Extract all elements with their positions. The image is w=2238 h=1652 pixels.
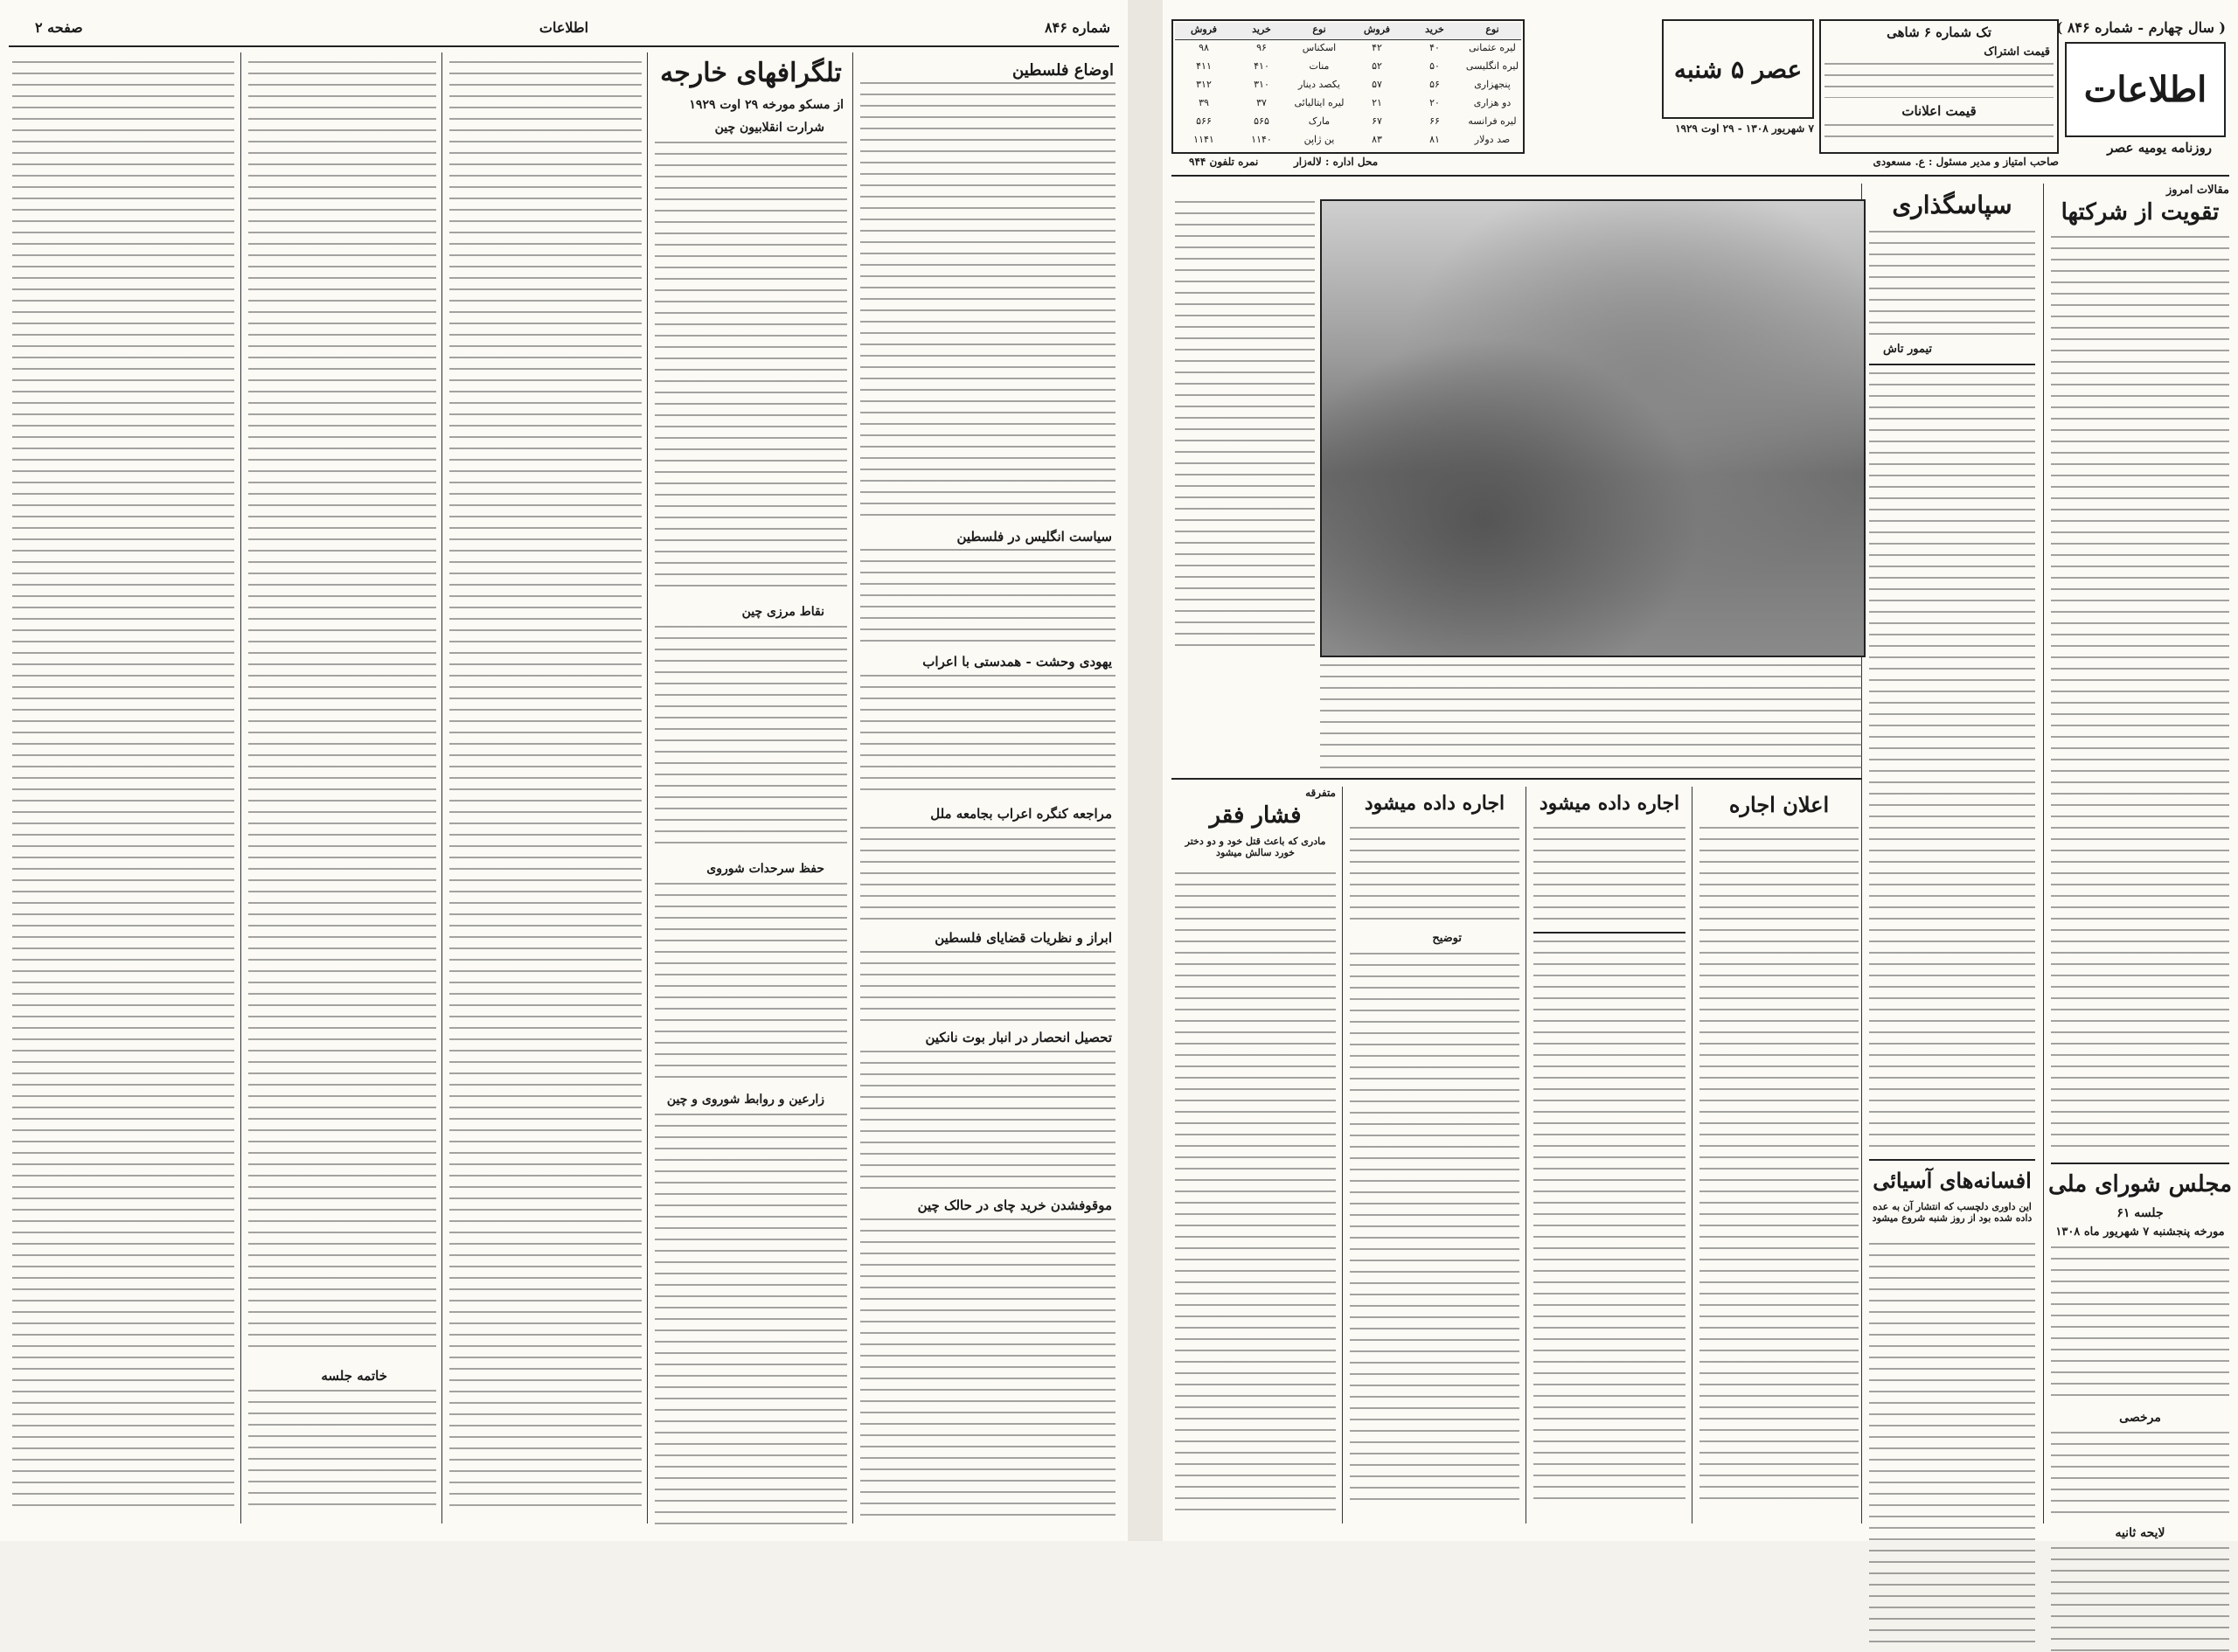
exchange-cell-4-1: ۶۶: [1429, 115, 1440, 127]
exchange-cell-5-5: ۱۱۴۱: [1193, 134, 1214, 145]
exchange-cell-3-4: ۳۷: [1256, 97, 1267, 108]
exchange-cell-2-4: ۳۱۰: [1254, 79, 1269, 90]
exchange-cell-2-2: ۵۷: [1372, 79, 1382, 90]
palestine-sub5: تحصیل انحصار در انبار بوت نانکین: [925, 1030, 1112, 1045]
column-notice: [1696, 787, 1862, 1524]
exchange-cell-3-3: لیره ایتالیائی: [1294, 97, 1345, 108]
palestine-sub3: مراجعه کنگره اعراب بجامعه ملل: [930, 806, 1112, 822]
exchange-cell-2-3: یکصد دینار: [1298, 79, 1340, 90]
exchange-cell-2-5: ۳۱۲: [1196, 79, 1212, 90]
exchange-cell-3-5: ۳۹: [1199, 97, 1209, 108]
paper-name: اطلاعات: [2083, 69, 2207, 110]
telegrams-sub4: زارعین و روابط شوروی و چین: [666, 1093, 824, 1107]
front-photo: [1320, 199, 1866, 657]
exchange-cell-0-3: اسکناس: [1302, 42, 1337, 53]
column-rent-2: [1346, 787, 1523, 1524]
day-box: [1662, 19, 1814, 119]
owner-line: صاحب امتیاز و مدیر مسئول : ع. مسعودی: [1873, 156, 2059, 168]
column-telegrams: [651, 52, 851, 1524]
telegrams-sub2: نقاط مرزی چین: [741, 605, 824, 619]
salute-title: سپاسگذاری: [1892, 191, 2012, 219]
column-editorial: [2047, 184, 2233, 1540]
exchange-table-grid: [1175, 23, 1521, 150]
exchange-cell-4-5: ۵۶۶: [1196, 115, 1212, 127]
session-close: خاتمه جلسه: [321, 1368, 387, 1384]
column-salute: [1866, 184, 2039, 1524]
telegrams-sub3: حفظ سرحدات شوروی: [706, 862, 824, 876]
exchange-cell-3-1: ۲۰: [1429, 97, 1440, 108]
exchange-cell-0-2: ۴۲: [1372, 42, 1382, 53]
exchange-cell-5-0: صد دولار: [1474, 134, 1511, 145]
column-rent: [1530, 787, 1689, 1524]
subscription-title: قیمت اشتراک: [1984, 45, 2050, 59]
poverty-title: فشار فقر: [1209, 802, 1302, 829]
asian-sub: این داوری دلچسب که انتشار آن به عده داده شده بود از روز شنبه شروع میشود: [1872, 1201, 2033, 1224]
column-law-3: [9, 52, 238, 1524]
phone-line: نمره تلفون ۹۴۴: [1189, 156, 1259, 168]
exchange-cell-1-4: ۴۱۰: [1254, 60, 1269, 72]
front-page: [1163, 0, 2238, 1541]
exchange-cell-2-0: پنجهزاری: [1474, 79, 1511, 90]
page-gutter: [1128, 0, 1163, 1541]
telegrams-title: تلگرافهای خارجه: [660, 58, 842, 88]
exchange-header-0: نوع: [1463, 23, 1521, 40]
exchange-cell-0-5: ۹۸: [1199, 42, 1209, 53]
poverty-sub: مادری که باعث قتل خود و دو دختر خورد سالش میشود: [1185, 836, 1326, 858]
asian-title: افسانه‌های آسیائی: [1873, 1168, 2032, 1193]
exchange-cell-2-1: ۵۶: [1429, 79, 1440, 90]
exchange-cell-1-0: لیره انگلیسی: [1465, 60, 1519, 72]
exchange-cell-0-0: لیره عثمانی: [1469, 42, 1516, 53]
majlis-sub: مرخصی: [2119, 1411, 2161, 1425]
exchange-cell-3-2: ۲۱: [1372, 97, 1382, 108]
telegrams-sub1: شرارت انقلابیون چین: [714, 121, 824, 135]
palestine-sub6: موقوفشدن خرید چای در حالک چین: [917, 1197, 1112, 1213]
palestine-sub1: سیاست انگلیس در فلسطین: [956, 529, 1112, 545]
page-two: [0, 0, 1129, 1541]
exchange-cell-1-1: ۵۰: [1429, 60, 1440, 72]
majlis-session: جلسه ۶۱: [2116, 1206, 2164, 1220]
palestine-sub4: ابراز و نظریات قضایای فلسطین: [935, 930, 1112, 946]
majlis-sub2: لایحه ثانیه: [2115, 1526, 2165, 1540]
subscription-box: [1819, 19, 2059, 154]
exchange-cell-5-1: ۸۱: [1429, 134, 1440, 145]
telegrams-dateline: از مسکو مورخه ۲۹ اوت ۱۹۲۹: [689, 98, 844, 112]
office-line: محل اداره : لاله‌زار: [1294, 156, 1379, 168]
exchange-cell-1-3: منات: [1309, 60, 1330, 72]
exchange-cell-0-1: ۴۰: [1429, 42, 1440, 53]
issue-number-left: شماره ۸۴۶: [1045, 19, 1110, 36]
palestine-title: اوضاع فلسطین: [1012, 61, 1114, 80]
exchange-header-4: خرید: [1233, 23, 1290, 40]
running-head: اطلاعات: [539, 19, 589, 36]
poverty-label: متفرقه: [1305, 787, 1336, 799]
column-poverty: [1171, 787, 1339, 1524]
explanation-label: توضیح: [1432, 932, 1462, 945]
exchange-cell-4-3: مارک: [1308, 115, 1331, 127]
editorial-title: تقویت از شرکتها: [2061, 199, 2220, 226]
year-issue: ( سال چهارم - شماره ۸۴۶ ): [2055, 19, 2226, 36]
exchange-header-3: نوع: [1290, 23, 1348, 40]
exchange-header-2: فروش: [1348, 23, 1406, 40]
majlis-title: مجلس شورای ملی: [2047, 1171, 2233, 1197]
day-label: عصر ۵ شنبه: [1673, 54, 1803, 84]
exchange-header-5: فروش: [1175, 23, 1233, 40]
exchange-cell-5-3: ین ژاپن: [1303, 134, 1335, 145]
column-palestine: [857, 52, 1119, 1524]
editorial-label: مقالات امروز: [2166, 184, 2229, 197]
masthead-rule: [1171, 175, 2229, 177]
majlis-date: مورخه پنجشنبه ۷ شهریور ماه ۱۳۰۸: [2055, 1225, 2225, 1239]
column-law-2: [245, 52, 440, 1524]
date-line: ۷ شهریور ۱۳۰۸ - ۲۹ اوت ۱۹۲۹: [1675, 122, 1814, 135]
header-rule: [9, 45, 1119, 47]
salute-author: تیمور تاش: [1883, 343, 1933, 356]
exchange-cell-3-0: دو هزاری: [1473, 97, 1512, 108]
exchange-cell-4-4: ۵۶۵: [1254, 115, 1269, 127]
rent-title: اجاره داده میشود: [1539, 792, 1680, 815]
palestine-sub2: یهودی وحشت - همدستی با اعراب: [922, 654, 1112, 670]
exchange-cell-4-0: لیره فرانسه: [1468, 115, 1517, 127]
exchange-cell-5-4: ۱۱۴۰: [1251, 134, 1272, 145]
single-price: تک شماره ۶ شاهی: [1887, 24, 1991, 40]
exchange-table: [1171, 19, 1525, 154]
exchange-cell-1-2: ۵۲: [1372, 60, 1382, 72]
exchange-cell-0-4: ۹۶: [1256, 42, 1267, 53]
paper-subtitle: روزنامه یومیه عصر: [2107, 140, 2212, 156]
notice-title: اعلان اجاره: [1728, 792, 1830, 817]
column-law-1: [446, 52, 645, 1524]
exchange-cell-5-2: ۸۳: [1372, 134, 1382, 145]
exchange-cell-1-5: ۴۱۱: [1196, 60, 1212, 72]
rent-title-2: اجاره داده میشود: [1364, 792, 1505, 815]
masthead-logo: [2065, 42, 2226, 137]
ad-price-title: قیمت اعلانات: [1901, 103, 1977, 119]
page-number: صفحه ۲: [35, 19, 83, 36]
exchange-cell-4-2: ۶۷: [1372, 115, 1382, 127]
exchange-header-1: خرید: [1406, 23, 1463, 40]
